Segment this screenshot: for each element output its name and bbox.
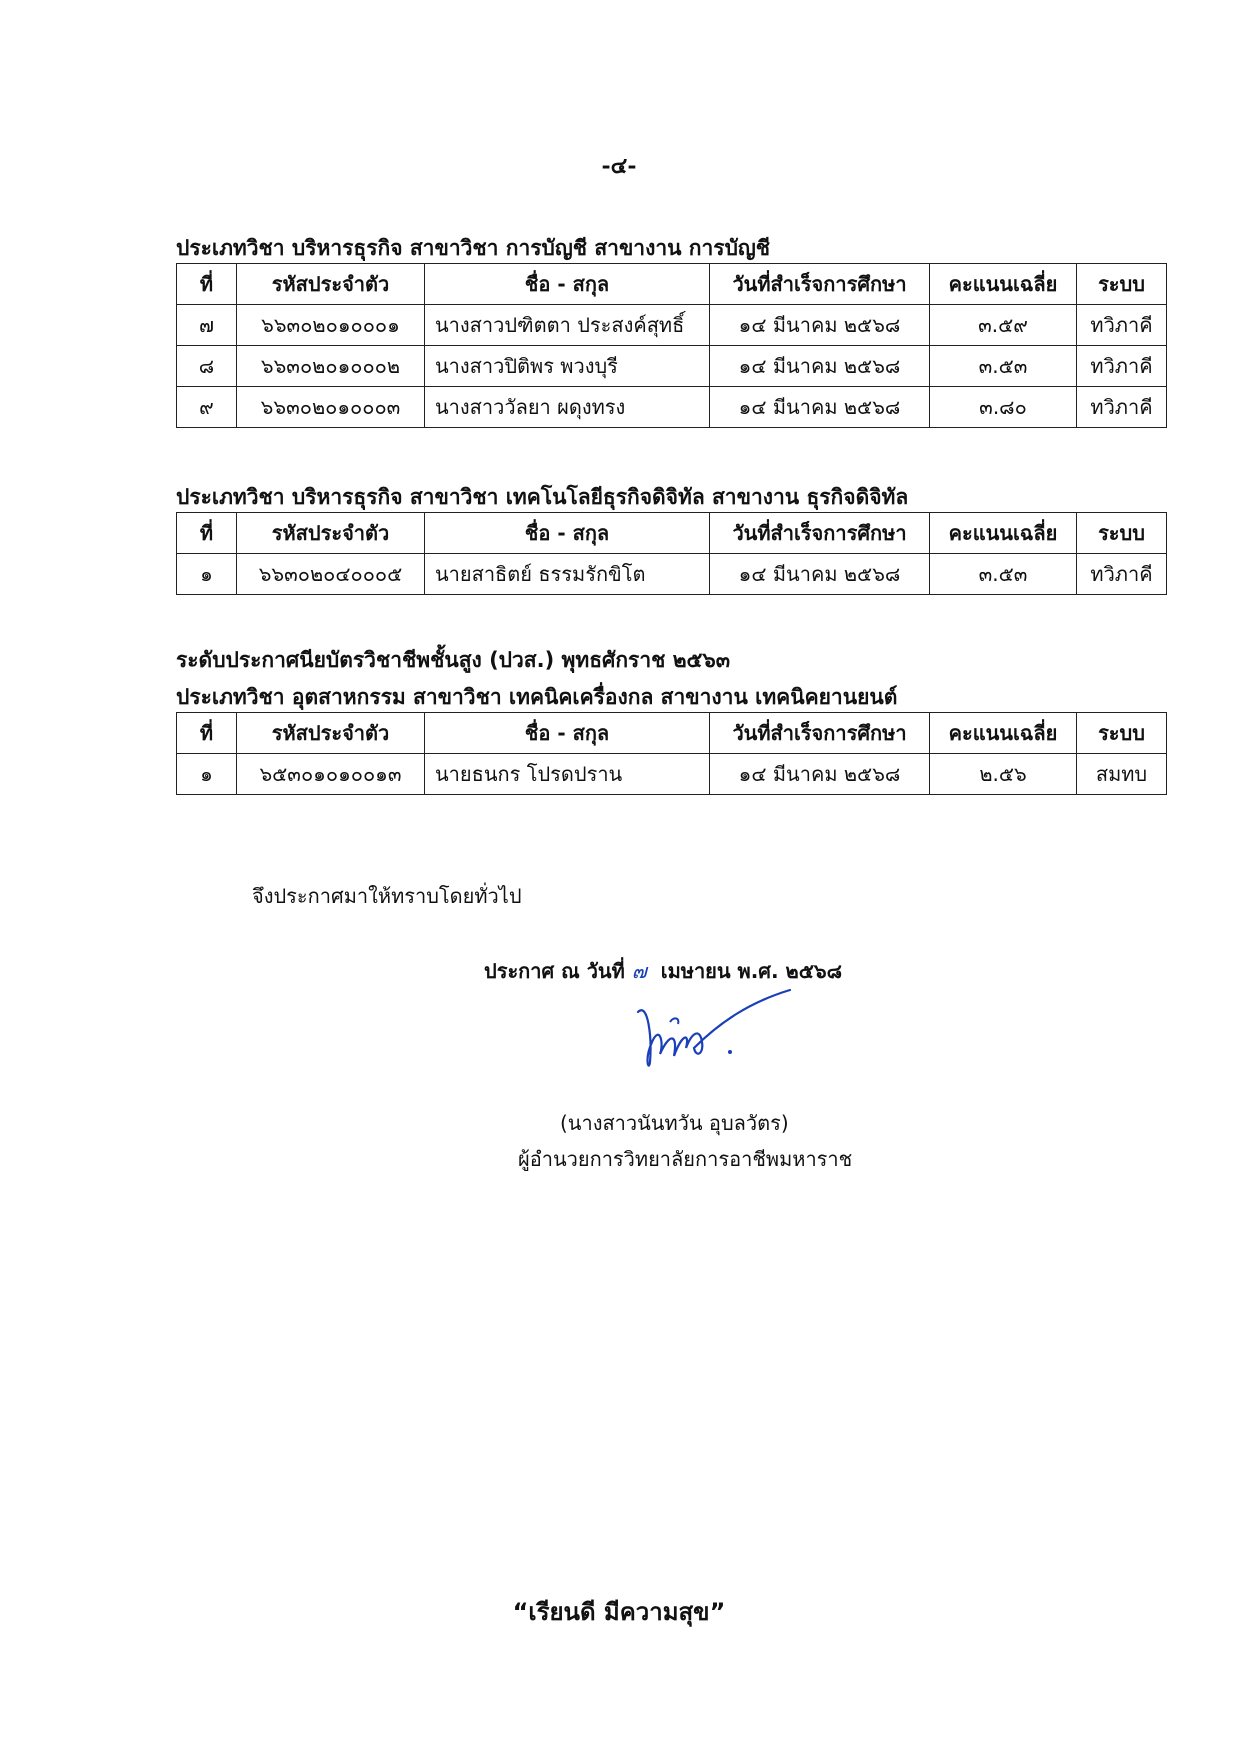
header-name: ชื่อ - สกุล	[425, 513, 710, 554]
header-no: ที่	[177, 713, 237, 754]
table-header-row	[177, 513, 1167, 554]
cell-date: ๑๔ มีนาคม ๒๕๖๘	[710, 387, 930, 428]
header-system: ระบบ	[1077, 713, 1167, 754]
page-number: -๔-	[601, 153, 637, 179]
cell-system: ทวิภาคี	[1077, 387, 1167, 428]
section2-heading: ประเภทวิชา บริหารธุรกิจ สาขาวิชา เทคโนโลยีธุรกิจดิจิทัล สาขางาน ธุรกิจดิจิทัล	[176, 485, 909, 509]
section3-heading: ประเภทวิชา อุตสาหกรรม สาขาวิชา เทคนิคเครื่องกล สาขางาน เทคนิคยานยนต์	[176, 685, 898, 709]
cell-id: ๖๖๓๐๒๐๑๐๐๐๒	[237, 346, 425, 387]
announcement-prefix: ประกาศ ณ วันที่	[484, 959, 625, 983]
cell-gpa: ๓.๕๓	[930, 346, 1077, 387]
cell-system: ทวิภาคี	[1077, 305, 1167, 346]
cell-date: ๑๔ มีนาคม ๒๕๖๘	[710, 554, 930, 595]
header-no: ที่	[177, 264, 237, 305]
header-gpa: คะแนนเฉลี่ย	[930, 264, 1077, 305]
cell-no: ๙	[177, 387, 237, 428]
cell-id: ๖๖๓๐๒๐๑๐๐๐๑	[237, 305, 425, 346]
cell-no: ๑	[177, 554, 237, 595]
cell-id: ๖๖๓๐๒๐๑๐๐๐๓	[237, 387, 425, 428]
header-id: รหัสประจำตัว	[237, 713, 425, 754]
motto: “เรียนดี มีความสุข”	[512, 1598, 726, 1626]
signer-name: (นางสาวนันทวัน อุบลวัตร)	[560, 1111, 789, 1135]
section3-level-heading: ระดับประกาศนียบัตรวิชาชีพชั้นสูง (ปวส.) พุทธศักราช ๒๕๖๓	[176, 648, 731, 672]
table-row	[177, 346, 1167, 387]
cell-id: ๖๕๓๐๑๐๑๐๐๑๓	[237, 754, 425, 795]
cell-gpa: ๓.๕๓	[930, 554, 1077, 595]
table-row	[177, 754, 1167, 795]
header-name: ชื่อ - สกุล	[425, 713, 710, 754]
header-date: วันที่สำเร็จการศึกษา	[710, 713, 930, 754]
header-system: ระบบ	[1077, 513, 1167, 554]
table-row	[177, 554, 1167, 595]
cell-date: ๑๔ มีนาคม ๒๕๖๘	[710, 754, 930, 795]
cell-name: นางสาวปิติพร พวงบุรี	[425, 346, 710, 387]
signature-icon	[630, 982, 800, 1082]
closing-text: จึงประกาศมาให้ทราบโดยทั่วไป	[252, 884, 522, 908]
section1-table	[176, 263, 1167, 428]
table-row	[177, 387, 1167, 428]
cell-gpa: ๓.๕๙	[930, 305, 1077, 346]
cell-system: สมทบ	[1077, 754, 1167, 795]
cell-system: ทวิภาคี	[1077, 554, 1167, 595]
cell-no: ๑	[177, 754, 237, 795]
announcement-day: ๗	[631, 959, 647, 983]
header-name: ชื่อ - สกุล	[425, 264, 710, 305]
cell-name: นางสาววัลยา ผดุงทรง	[425, 387, 710, 428]
header-no: ที่	[177, 513, 237, 554]
section3-table	[176, 712, 1167, 795]
cell-no: ๗	[177, 305, 237, 346]
table-header-row	[177, 264, 1167, 305]
header-id: รหัสประจำตัว	[237, 513, 425, 554]
table-header-row	[177, 713, 1167, 754]
signer-title: ผู้อำนวยการวิทยาลัยการอาชีพมหาราช	[518, 1147, 853, 1171]
section1-heading: ประเภทวิชา บริหารธุรกิจ สาขาวิชา การบัญชี สาขางาน การบัญชี	[176, 236, 771, 260]
header-gpa: คะแนนเฉลี่ย	[930, 513, 1077, 554]
header-date: วันที่สำเร็จการศึกษา	[710, 264, 930, 305]
cell-gpa: ๓.๘๐	[930, 387, 1077, 428]
header-gpa: คะแนนเฉลี่ย	[930, 713, 1077, 754]
cell-date: ๑๔ มีนาคม ๒๕๖๘	[710, 346, 930, 387]
cell-name: นางสาวปฑิตตา ประสงค์สุทธิ์	[425, 305, 710, 346]
cell-system: ทวิภาคี	[1077, 346, 1167, 387]
section2-table	[176, 512, 1167, 595]
announcement-suffix: เมษายน พ.ศ. ๒๕๖๘	[660, 959, 843, 983]
cell-date: ๑๔ มีนาคม ๒๕๖๘	[710, 305, 930, 346]
cell-id: ๖๖๓๐๒๐๔๐๐๐๕	[237, 554, 425, 595]
header-system: ระบบ	[1077, 264, 1167, 305]
cell-gpa: ๒.๕๖	[930, 754, 1077, 795]
table-row	[177, 305, 1167, 346]
header-date: วันที่สำเร็จการศึกษา	[710, 513, 930, 554]
cell-name: นายสาธิตย์ ธรรมรักขิโต	[425, 554, 710, 595]
cell-name: นายธนกร โปรดปราน	[425, 754, 710, 795]
cell-no: ๘	[177, 346, 237, 387]
header-id: รหัสประจำตัว	[237, 264, 425, 305]
